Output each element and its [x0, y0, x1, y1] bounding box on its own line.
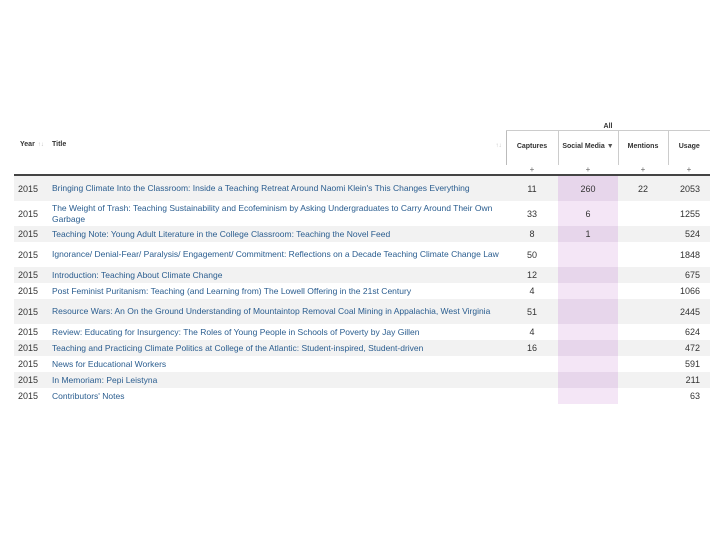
blank-group-cell — [14, 118, 506, 131]
captures-cell: 16 — [526, 343, 537, 353]
social-media-cell — [558, 324, 618, 340]
captures-cell: 33 — [526, 208, 537, 219]
year-cell: 2015 — [18, 306, 39, 317]
title-cell — [52, 372, 506, 388]
table-row — [14, 226, 710, 242]
mentions-column-header[interactable]: Mentions — [618, 131, 668, 166]
captures-cell: 4 — [529, 286, 535, 296]
table-row — [14, 175, 710, 201]
table-row — [14, 283, 710, 299]
year-cell: 2015 — [18, 375, 39, 385]
article-title-link[interactable]: Review: Educating for Insurgency: The Roles of Young People in Schools of Poverty by Jay Gillen — [52, 326, 420, 337]
captures-column-header[interactable]: Captures — [506, 131, 558, 166]
title-cell — [52, 267, 506, 283]
usage-column-header[interactable]: Usage — [668, 131, 710, 166]
usage-cell: 591 — [684, 359, 701, 369]
social-media-expand-icon[interactable]: + — [558, 165, 618, 175]
year-cell: 2015 — [18, 343, 39, 353]
year-cell: 2015 — [18, 183, 39, 194]
captures-cell: 50 — [526, 249, 537, 260]
article-title-link[interactable]: The Weight of Trash: Teaching Sustainability and Ecofeminism by Asking Undergraduates to Carry Around Their Own Garbage — [52, 202, 493, 224]
table-row — [14, 201, 710, 226]
article-title-link[interactable]: Post Feminist Puritanism: Teaching (and Learning from) The Lowell Offering in the 21st Century — [52, 285, 412, 296]
social-media-cell — [558, 299, 618, 324]
captures-cell: 11 — [527, 183, 537, 194]
year-cell: 2015 — [18, 286, 39, 296]
table-row — [14, 372, 710, 388]
table-row — [14, 340, 710, 356]
mentions-cell: 22 — [637, 183, 648, 194]
mentions-expand-icon[interactable]: + — [618, 165, 668, 175]
title-column-header[interactable]: Title ↑↓ — [52, 140, 502, 149]
captures-cell — [506, 388, 558, 404]
title-cell — [52, 201, 506, 226]
article-title-link[interactable]: Ignorance/ Denial-Fear/ Paralysis/ Engagement/ Commitment: Reflections on a Decade Teaching Climate Change Law — [52, 249, 499, 259]
title-cell — [52, 388, 506, 404]
year-cell: 2015 — [18, 359, 39, 369]
social-media-cell: 6 — [558, 201, 618, 226]
title-cell — [52, 226, 506, 242]
usage-cell: 624 — [684, 327, 701, 337]
year-cell: 2015 — [18, 270, 39, 280]
captures-cell — [506, 356, 558, 372]
social-media-cell — [558, 340, 618, 356]
article-title-link[interactable]: In Memoriam: Pepi Leistyna — [52, 374, 158, 385]
title-cell — [52, 340, 506, 356]
table-row — [14, 324, 710, 340]
year-cell: 2015 — [18, 391, 39, 401]
mentions-cell — [618, 299, 668, 324]
article-metrics-table-container — [14, 118, 710, 404]
mentions-cell — [618, 356, 668, 372]
title-cell — [52, 242, 506, 267]
year-cell: 2015 — [18, 327, 39, 337]
social-media-cell: 1 — [558, 226, 618, 242]
mentions-cell — [618, 242, 668, 267]
mentions-cell — [618, 267, 668, 283]
mentions-cell — [618, 372, 668, 388]
mentions-cell — [618, 388, 668, 404]
mentions-cell — [618, 226, 668, 242]
sort-icon[interactable]: ↑↓ — [495, 142, 502, 149]
usage-cell: 63 — [690, 391, 701, 401]
title-cell — [52, 175, 506, 201]
article-title-link[interactable]: Contributors' Notes — [52, 390, 125, 401]
captures-expand-icon[interactable]: + — [506, 165, 558, 175]
captures-cell: 12 — [526, 270, 537, 280]
sort-descending-icon[interactable]: ▼ — [606, 143, 614, 150]
usage-cell: 2053 — [679, 183, 701, 194]
social-media-cell: 260 — [558, 175, 618, 201]
social-media-cell — [558, 283, 618, 299]
blank-arrow-cell — [14, 165, 52, 175]
usage-cell: 1066 — [679, 286, 701, 296]
table-row — [14, 299, 710, 324]
social-media-cell — [558, 356, 618, 372]
social-media-column-header[interactable]: Social Media ▼ — [558, 131, 618, 166]
title-cell — [52, 324, 506, 340]
year-cell: 2015 — [18, 229, 39, 239]
blank-arrow-cell — [52, 165, 506, 175]
mentions-cell — [618, 201, 668, 226]
captures-cell: 8 — [529, 229, 535, 239]
usage-cell: 2445 — [679, 306, 701, 317]
table-row — [14, 242, 710, 267]
sort-icon[interactable]: ↑↓ — [37, 141, 44, 148]
social-media-cell — [558, 242, 618, 267]
usage-cell: 472 — [684, 343, 701, 353]
year-cell: 2015 — [18, 249, 39, 260]
table-row — [14, 356, 710, 372]
year-column-header[interactable]: Year ↑↓ — [20, 140, 44, 148]
usage-cell: 675 — [684, 270, 701, 280]
article-title-link[interactable]: Introduction: Teaching About Climate Change — [52, 269, 223, 280]
title-cell — [52, 299, 506, 324]
usage-cell: 1255 — [679, 208, 701, 219]
usage-cell: 211 — [685, 375, 701, 385]
article-title-link[interactable]: Resource Wars: An On the Ground Understanding of Mountaintop Removal Coal Mining in Appalachia, West Virginia — [52, 306, 491, 316]
captures-cell: 51 — [526, 306, 537, 317]
all-group-header: All — [506, 118, 710, 131]
article-title-link[interactable]: Bringing Climate Into the Classroom: Inside a Teaching Retreat Around Naomi Klein's This Changes Everything — [52, 183, 470, 193]
table-row — [14, 388, 710, 404]
social-media-cell — [558, 388, 618, 404]
captures-cell — [506, 372, 558, 388]
usage-expand-icon[interactable]: + — [668, 165, 710, 175]
mentions-cell — [618, 324, 668, 340]
social-media-cell — [558, 267, 618, 283]
usage-cell: 1848 — [679, 249, 701, 260]
mentions-cell — [618, 283, 668, 299]
article-title-link[interactable]: News for Educational Workers — [52, 358, 167, 369]
social-media-cell — [558, 372, 618, 388]
usage-cell: 524 — [684, 229, 701, 239]
title-cell — [52, 356, 506, 372]
mentions-cell — [618, 340, 668, 356]
article-metrics-table — [14, 118, 710, 404]
captures-cell: 4 — [529, 327, 535, 337]
article-title-link[interactable]: Teaching and Practicing Climate Politics at College of the Atlantic: Student-inspired, Student-driven — [52, 342, 424, 353]
title-cell — [52, 283, 506, 299]
year-cell: 2015 — [18, 208, 39, 219]
table-row — [14, 267, 710, 283]
article-title-link[interactable]: Teaching Note: Young Adult Literature in the College Classroom: Teaching the Novel Feed — [52, 228, 391, 239]
